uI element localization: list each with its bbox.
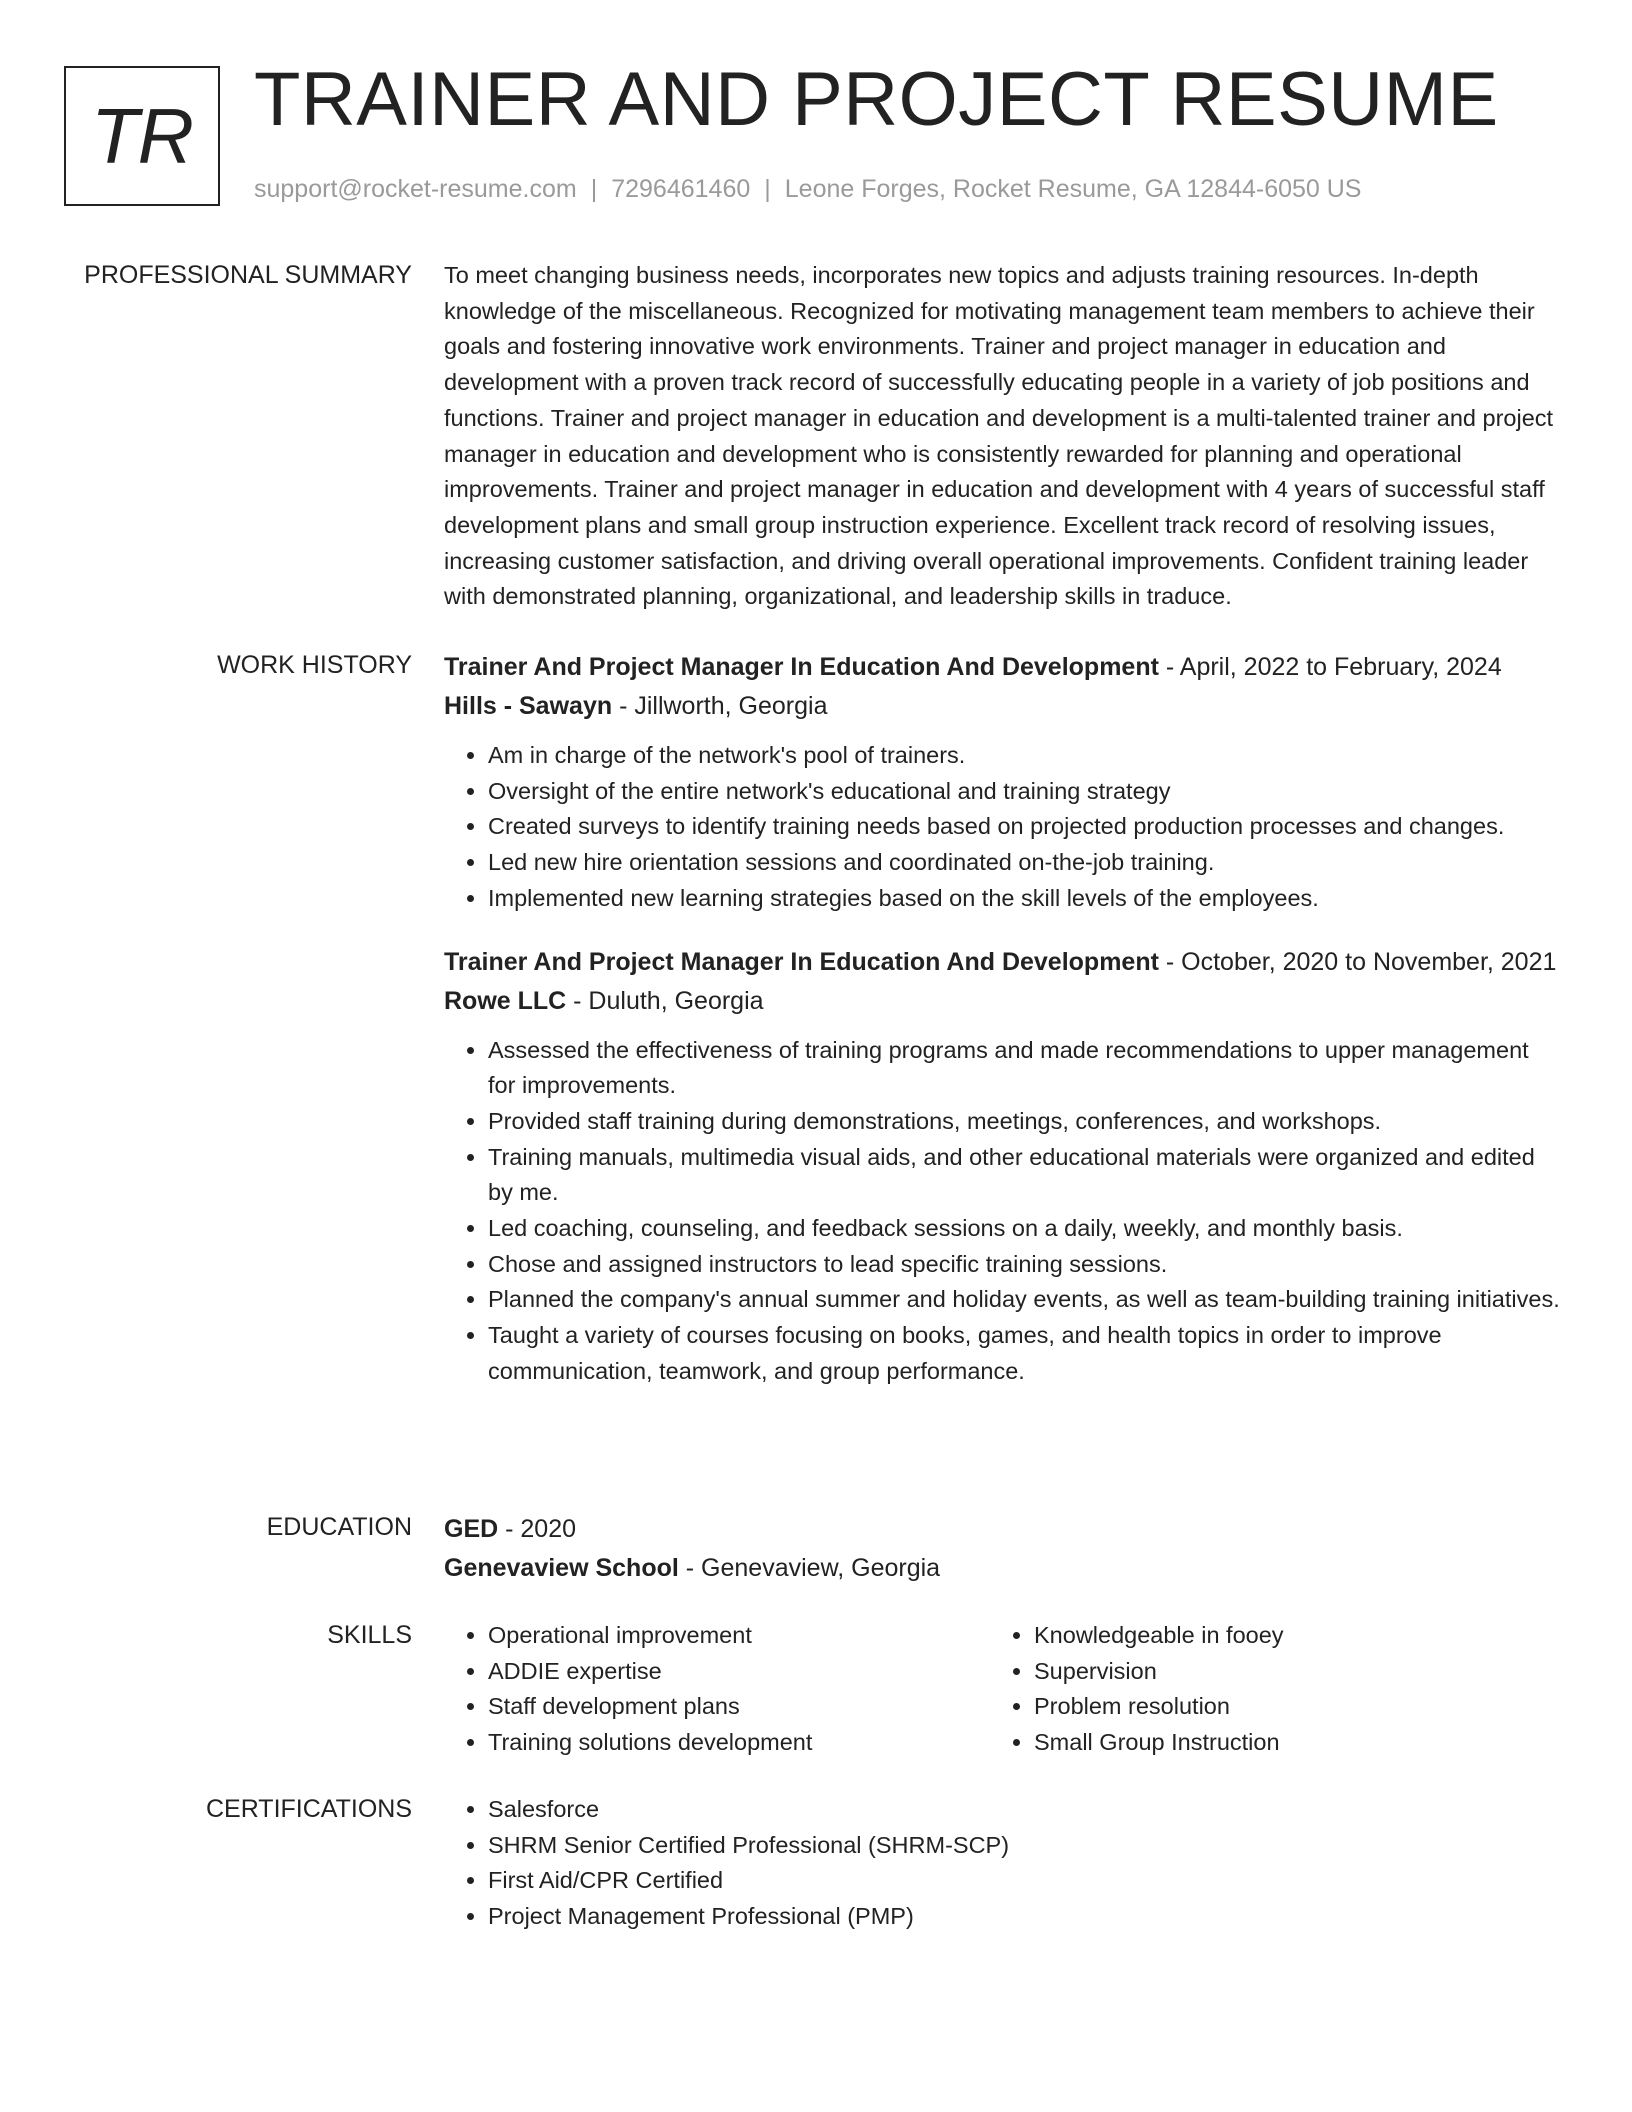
work-history-body xyxy=(444,648,1562,1390)
job-company-line xyxy=(444,687,1562,726)
summary-body xyxy=(444,258,1562,615)
contact-email: support@rocket-resume.com xyxy=(254,175,577,203)
job-company: Rowe LLC xyxy=(444,986,567,1015)
education-body xyxy=(444,1510,1562,1588)
skills-list-right xyxy=(990,1618,1536,1761)
certification-item: • Salesforce xyxy=(488,1792,1562,1828)
section-label-skills: SKILLS xyxy=(327,1621,412,1649)
education-school-line xyxy=(444,1549,1562,1588)
contact-separator: | xyxy=(590,175,598,203)
skill-item: • Operational improvement xyxy=(488,1618,990,1654)
skill-item: • Staff development plans xyxy=(488,1689,990,1725)
education-school: Genevaview School xyxy=(444,1554,679,1582)
monogram-initials: TR xyxy=(91,92,193,180)
section-label-certifications: CERTIFICATIONS xyxy=(205,1795,412,1823)
skill-item: • ADDIE expertise xyxy=(488,1654,990,1690)
job-location: - Jillworth, Georgia xyxy=(612,692,828,720)
skill-item: • Problem resolution xyxy=(1034,1689,1536,1725)
contact-address: Leone Forges, Rocket Resume, GA 12844-6050 US xyxy=(784,175,1362,203)
job-bullet: • Training manuals, multimedia visual aids, and other educational materials were organized and edited by me. xyxy=(488,1140,1562,1211)
job-bullet: • Assessed the effectiveness of training programs and made recommendations to upper management for improvements. xyxy=(488,1033,1562,1104)
contact-line xyxy=(254,174,1362,204)
job-bullet: • Provided staff training during demonstrations, meetings, conferences, and workshops. xyxy=(488,1104,1562,1140)
certification-item: • First Aid/CPR Certified xyxy=(488,1863,1562,1899)
job-title-line xyxy=(444,943,1562,982)
job-title-line xyxy=(444,648,1562,687)
certifications-list xyxy=(444,1792,1562,1935)
job-bullets xyxy=(444,738,1562,917)
job-bullet: • Taught a variety of courses focusing on books, games, and health topics in order to improve communication, teamwork, and group performance. xyxy=(488,1318,1562,1389)
job-bullet: • Created surveys to identify training needs based on projected production processes and changes. xyxy=(488,809,1562,845)
section-label-work-history: WORK HISTORY xyxy=(217,651,412,679)
job-entry xyxy=(444,648,1562,917)
job-bullet: • Chose and assigned instructors to lead specific training sessions. xyxy=(488,1247,1562,1283)
skill-item: • Knowledgeable in fooey xyxy=(1034,1618,1536,1654)
job-bullet: • Led coaching, counseling, and feedback sessions on a daily, weekly, and monthly basis. xyxy=(488,1211,1562,1247)
job-company: Hills - Sawayn xyxy=(444,692,613,720)
job-location: - Duluth, Georgia xyxy=(566,986,764,1015)
skill-item: • Supervision xyxy=(1034,1654,1536,1690)
education-degree-line xyxy=(444,1510,1562,1549)
job-title: Trainer And Project Manager In Education And Development xyxy=(444,653,1159,681)
certification-item: • SHRM Senior Certified Professional (SHRM-SCP) xyxy=(488,1828,1562,1864)
contact-separator: | xyxy=(764,175,771,203)
job-bullet: • Am in charge of the network's pool of trainers. xyxy=(488,738,1562,774)
education-year: - 2020 xyxy=(498,1515,577,1543)
section-label-education: EDUCATION xyxy=(266,1513,412,1541)
job-bullet: • Planned the company's annual summer and holiday events, as well as team-building training initiatives. xyxy=(488,1282,1562,1318)
monogram-box xyxy=(64,66,220,206)
job-bullet: • Led new hire orientation sessions and coordinated on-the-job training. xyxy=(488,845,1562,881)
job-bullet: • Oversight of the entire network's educational and training strategy xyxy=(488,774,1562,810)
education-location: - Genevaview, Georgia xyxy=(678,1554,941,1582)
education-degree: GED xyxy=(444,1515,499,1543)
job-entry xyxy=(444,943,1562,1390)
job-bullets xyxy=(444,1033,1562,1390)
section-label-summary: PROFESSIONAL SUMMARY xyxy=(84,261,412,289)
certifications-body xyxy=(444,1792,1562,1935)
skill-item: • Training solutions development xyxy=(488,1725,990,1761)
resume-title: TRAINER AND PROJECT RESUME xyxy=(254,57,1499,142)
job-dates: - April, 2022 to February, 2024 xyxy=(1158,653,1502,681)
certification-item: • Project Management Professional (PMP) xyxy=(488,1899,1562,1935)
skills-list-left xyxy=(444,1618,990,1761)
job-company-line xyxy=(444,982,1562,1021)
skills-body xyxy=(444,1618,1562,1761)
job-dates: - October, 2020 to November, 2021 xyxy=(1158,947,1557,976)
job-title: Trainer And Project Manager In Education And Development xyxy=(444,947,1159,976)
job-bullet: • Implemented new learning strategies based on the skill levels of the employees. xyxy=(488,881,1562,917)
skill-item: • Small Group Instruction xyxy=(1034,1725,1536,1761)
summary-text: To meet changing business needs, incorporates new topics and adjusts training resources. In-depth knowledge of the miscellaneous. Recognized for motivating management team members to achieve their goals and fostering innovative work environments. Trainer and project manager in education and development with a proven track record of successfully educating people in a variety of job positions and functions. Trainer and project manager in education and development is a multi-talented trainer and project manager in education and development who is consistently rewarded for planning and operational improvements. Trainer and project manager in education and development with 4 years of successful staff development plans and small group instruction experience. Excellent track record of resolving issues, increasing customer satisfaction, and driving overall operational improvements. Confident training leader with demonstrated planning, organizational, and leadership skills in traduce. xyxy=(444,262,1554,610)
contact-phone: 7296461460 xyxy=(611,175,751,203)
